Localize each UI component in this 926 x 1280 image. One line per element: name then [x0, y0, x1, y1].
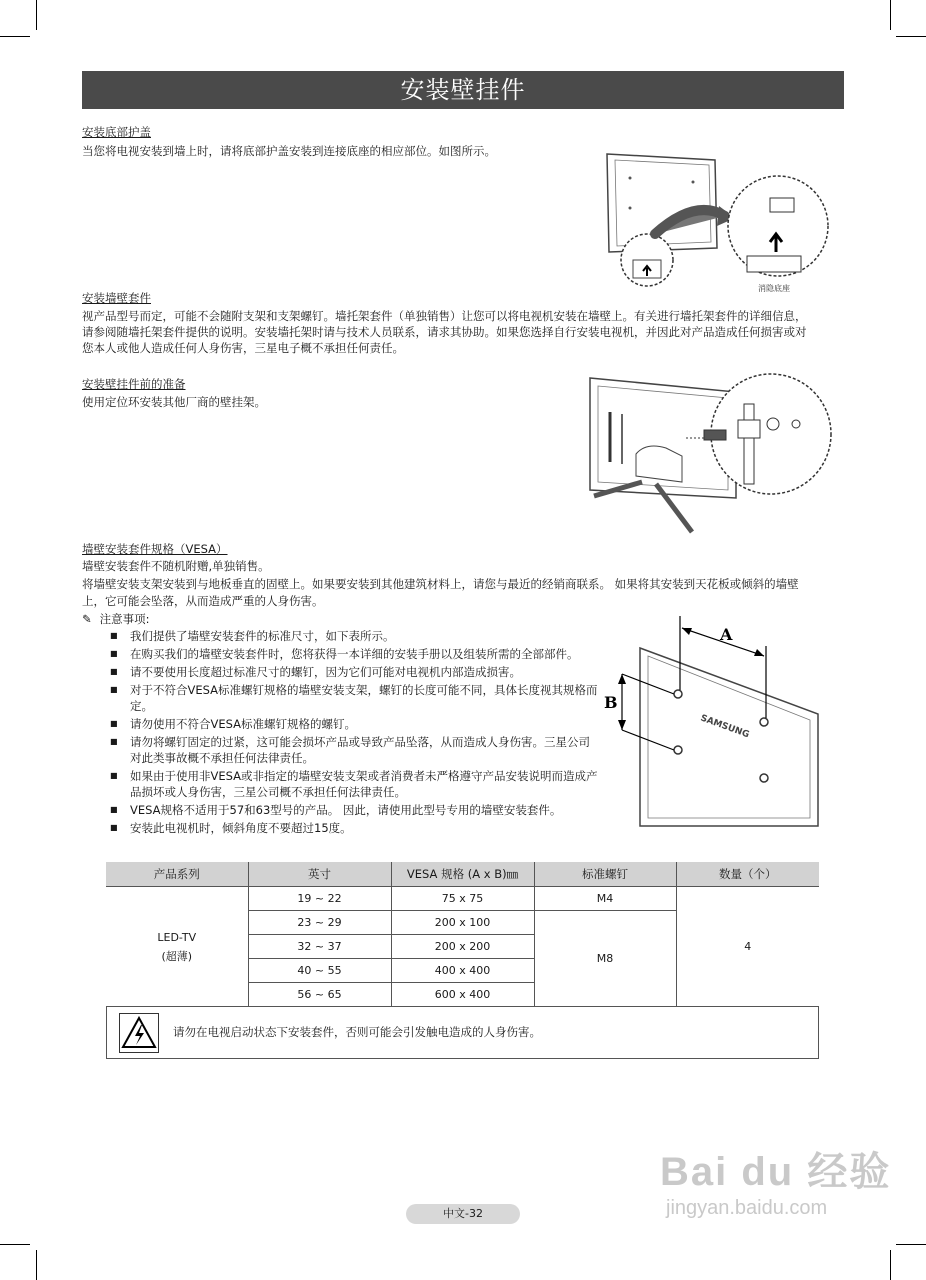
inch-cell: 23 ~ 29 — [248, 911, 391, 935]
screw-cell: M4 — [534, 887, 676, 911]
spacer-ring-illustration — [586, 372, 836, 538]
vesa-line: 将墙壁安装支架安装到与地板垂直的固壁上。如果要安装到其他建筑材料上，请您与最近的经销商联系。 如果将其安装到天花板或倾斜的墙壁 — [82, 577, 799, 591]
wall-kit-line: 视产品型号而定，可能不会随附支架和支架螺钉。墙托架套件（单独销售）让您可以将电视机安装在墙壁上。有关进行墙托架套件的详细信息， — [82, 309, 807, 323]
vesa-line: 墙壁安装套件不随机附赠,单独销售。 — [82, 559, 270, 573]
column-header: 产品系列 — [106, 862, 248, 887]
list-item: ■ 请不要使用长度超过标准尺寸的螺钉，因为它们可能对电视机内部造成损害。 — [110, 664, 600, 680]
product-series-cell — [106, 887, 248, 1007]
vesa-line: 上，它可能会坠落，从而造成严重的人身伤害。 — [82, 594, 324, 608]
dimension-label-a: A — [720, 625, 733, 644]
list-item: ■ 请勿将螺钉固定的过紧，这可能会损坏产品或导致产品坠落，从而造成人身伤害。三星公司对此类事故概不承担任何法律责任。 — [110, 734, 600, 766]
table-header-row — [106, 862, 819, 887]
list-item: ■ 安装此电视机时，倾斜角度不要超过15度。 — [110, 820, 600, 836]
dimension-label-b: B — [604, 693, 618, 712]
crop-mark — [890, 0, 891, 30]
vesa-spec-table — [106, 862, 819, 1007]
brand-logo: SAMSUNG — [698, 713, 751, 741]
list-item: ■ 对于不符合VESA标准螺钉规格的墙壁安装支架，螺钉的长度可能不同，具体长度视其规格而定。 — [110, 682, 600, 714]
crop-mark — [896, 36, 926, 37]
figure-caption: 消隐底座 — [758, 284, 790, 293]
list-item: ■ 如果由于使用非VESA或非指定的墙壁安装支架或者消费者未严格遵守产品安装说明而造成产品损坏或人身伤害，三星公司概不承担任何法律责任。 — [110, 768, 600, 800]
section-heading-bottom-cover: 安装底部护盖 — [82, 125, 151, 139]
electric-shock-warning-icon — [119, 1013, 159, 1053]
page-number: 中文-32 — [406, 1204, 520, 1224]
note-bullet-list — [110, 628, 600, 838]
bottom-cover-text: 当您将电视安装到墙上时，请将底部护盖安装到连接底座的相应部位。如图所示。 — [82, 144, 496, 158]
column-header: 标准螺钉 — [534, 862, 676, 887]
page-title: 安装壁挂件 — [82, 71, 844, 109]
crop-mark — [36, 1250, 37, 1280]
inch-cell: 32 ~ 37 — [248, 935, 391, 959]
vesa-cell: 600 x 400 — [391, 983, 534, 1007]
column-header: VESA 规格 (A x B)㎜ — [391, 862, 534, 887]
warning-box — [106, 1006, 819, 1059]
watermark-url: jingyan.baidu.com — [666, 1197, 828, 1219]
vesa-dimension-diagram — [600, 616, 826, 830]
inch-cell: 40 ~ 55 — [248, 959, 391, 983]
table-row — [106, 887, 819, 911]
vesa-cell: 200 x 100 — [391, 911, 534, 935]
crop-mark — [0, 36, 30, 37]
wall-kit-line: 您本人或他人造成任何人身伤害，三星电子概不承担任何责任。 — [82, 341, 404, 355]
crop-mark — [890, 1250, 891, 1280]
list-item: ■ 请勿使用不符合VESA标准螺钉规格的螺钉。 — [110, 716, 600, 732]
watermark-logo: Bai du 经验 — [660, 1150, 892, 1194]
list-item: ■ VESA规格不适用于57和63型号的产品。 因此，请使用此型号专用的墙壁安装套件。 — [110, 802, 600, 818]
product-series-type: (超薄) — [161, 949, 193, 963]
list-item: ■ 在购买我们的墙壁安装套件时，您将获得一本详细的安装手册以及组装所需的全部部件。 — [110, 646, 600, 662]
pencil-icon: ✎ — [82, 612, 92, 626]
product-series-name: LED-TV — [157, 930, 197, 944]
note-label: 注意事项: — [99, 612, 150, 626]
section-heading-preparation: 安装壁挂件前的准备 — [82, 377, 186, 391]
vesa-cell: 400 x 400 — [391, 959, 534, 983]
baidu-watermark — [660, 1140, 891, 1220]
inch-cell: 56 ~ 65 — [248, 983, 391, 1007]
screw-cell: M8 — [534, 911, 676, 1007]
column-header: 英寸 — [248, 862, 391, 887]
note-label-row — [82, 611, 150, 627]
column-header: 数量（个） — [676, 862, 819, 887]
vesa-cell: 200 x 200 — [391, 935, 534, 959]
warning-text: 请勿在电视启动状态下安装套件，否则可能会引发触电造成的人身伤害。 — [173, 1025, 541, 1039]
list-item: ■ 我们提供了墙壁安装套件的标准尺寸，如下表所示。 — [110, 628, 600, 644]
vesa-cell: 75 x 75 — [391, 887, 534, 911]
crop-mark — [0, 1244, 30, 1245]
wall-kit-line: 请参阅随墙托架套件提供的说明。安装墙托架时请与技术人员联系，请求其协助。如果您选择自行安装电视机，并因此对产品造成任何损害或对 — [82, 325, 807, 339]
bottom-cover-illustration — [595, 148, 840, 298]
section-heading-vesa: 墙壁安装套件规格（VESA） — [82, 542, 228, 556]
inch-cell: 19 ~ 22 — [248, 887, 391, 911]
crop-mark — [36, 0, 37, 30]
section-heading-wall-kit: 安装墙壁套件 — [82, 291, 151, 305]
quantity-cell: 4 — [676, 887, 819, 1007]
preparation-text: 使用定位环安装其他厂商的壁挂架。 — [82, 395, 266, 409]
crop-mark — [896, 1244, 926, 1245]
